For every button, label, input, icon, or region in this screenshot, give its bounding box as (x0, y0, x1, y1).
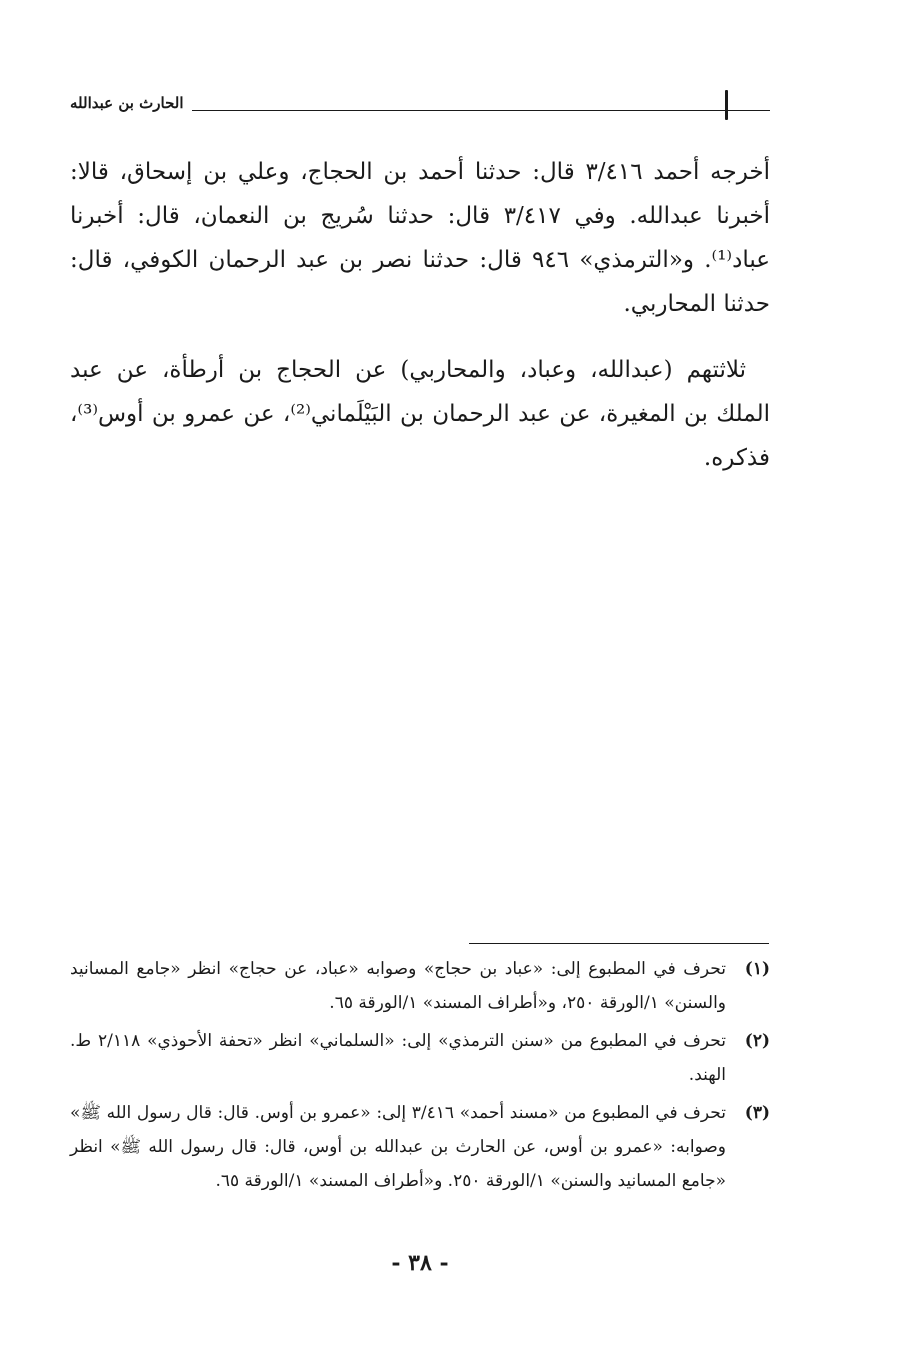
running-header (70, 94, 770, 122)
paragraph-1: أخرجه أحمد ٣/٤١٦ قال: حدثنا أحمد بن الحجاج، وعلي بن إسحاق، قالا: أخبرنا عبدالله. وفي ٣/٤١٧ قال: حدثنا سُريج بن النعمان، قال: أخبرنا عباد⁽¹⁾. و«الترمذي» ٩٤٦ قال: حدثنا نصر بن عبد الرحمان الكوفي، قال: حدثنا المحاربي. (70, 159, 771, 317)
header-ornament (725, 90, 728, 120)
footnote-3 (70, 1096, 770, 1198)
header-rule (192, 110, 770, 111)
page-number: - ٣٨ - (391, 1250, 449, 1276)
main-text (70, 150, 770, 480)
footnote-text: تحرف في المطبوع من «مسند أحمد» ٣/٤١٦ إلى: «عمرو بن أوس. قال: قال رسول الله ﷺ» وصوابه: «عمرو بن أوس، عن الحارث بن عبدالله بن أوس، قال: قال رسول الله ﷺ» انظر «جامع المسانيد والسنن» ١/الورقة ٢٥٠. و«أطراف المسند» ١/الورقة ٦٥. (70, 1103, 726, 1191)
footnote-number: (١) (744, 959, 770, 979)
footnote-1 (70, 952, 770, 1020)
footnote-2 (70, 1024, 770, 1092)
header-title: الحارث بن عبدالله (70, 94, 184, 112)
footnote-text: تحرف في المطبوع من «سنن الترمذي» إلى: «السلماني» انظر «تحفة الأحوذي» ٢/١١٨ ط. الهند. (70, 1031, 727, 1085)
footnote-number: (٣) (744, 1103, 770, 1123)
paragraph-2: ثلاثتهم (عبدالله، وعباد، والمحاربي) عن الحجاج بن أرطأة، عن عبد الملك بن المغيرة، عن عبد الرحمان بن البَيْلَماني⁽²⁾، عن عمرو بن أوس⁽³⁾، فذكره. (70, 357, 770, 471)
footnote-number: (٢) (744, 1031, 770, 1051)
footnote-text: تحرف في المطبوع إلى: «عباد بن حجاج» وصوابه «عباد، عن حجاج» انظر «جامع المسانيد والسنن» ١/الورقة ٢٥٠، و«أطراف المسند» ١/الورقة ٦٥. (70, 959, 726, 1013)
footnote-separator (469, 943, 769, 944)
footnotes (70, 952, 770, 1202)
